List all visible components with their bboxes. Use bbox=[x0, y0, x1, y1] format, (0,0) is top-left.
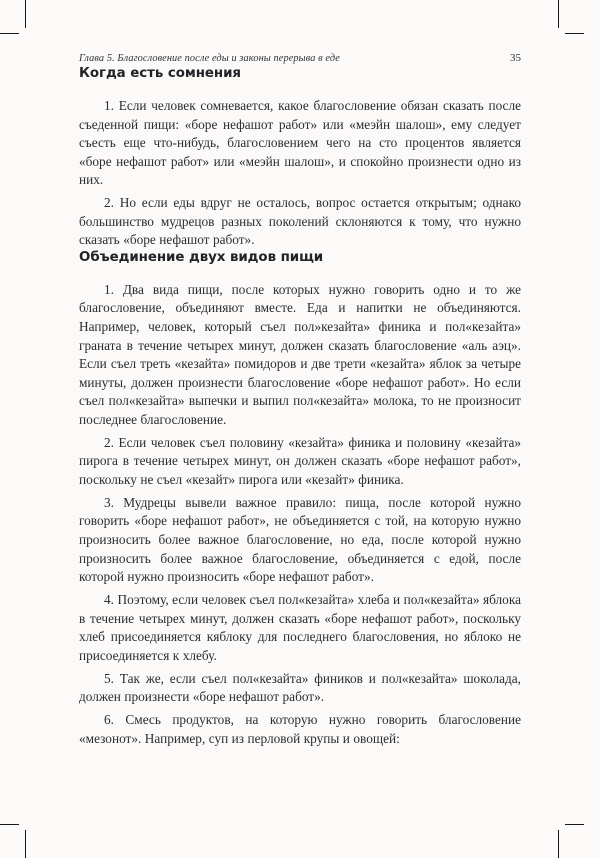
paragraph: 4. Поэтому, если человек съел пол«кезайта» хлеба и пол«кезайта» яблока в течение четырех минут, должен сказать «боре нефашот работ», поскольку хлеб присоединяется кяблоку для последнего благословения, но яблоко не присоединяется к хлебу. bbox=[79, 592, 521, 663]
running-header-title: Глава 5. Благословение после еды и законы перерыва в еде bbox=[79, 53, 340, 64]
paragraph: 6. Смесь продуктов, на которую нужно говорить благословение «мезонот». Например, суп из перловой крупы и овощей: bbox=[79, 712, 521, 746]
paragraph: 2. Но если еды вдруг не осталось, вопрос остается открытым; однако большинство мудрецов разных поколений склоняются к тому, что нужно сказать «боре нефашот работ». bbox=[79, 195, 521, 248]
crop-mark-bottom-left-vertical bbox=[25, 830, 26, 858]
text-block bbox=[79, 52, 521, 749]
running-header bbox=[79, 52, 521, 66]
crop-mark-top-right-vertical bbox=[558, 0, 559, 28]
crop-mark-top-right-horizontal bbox=[565, 33, 584, 34]
paragraph: 5. Так же, если съел пол«кезайта» фиников и пол«кезайта» шоколада, должен произнести «боре нефашот работ». bbox=[79, 670, 521, 705]
paragraph: 1. Два вида пищи, после которых нужно говорить одно и то же благословение, объединяют вместе. Еда и напитки не объединяются. Например, человек, который съел пол»кезайта» финика и пол«кезайта» граната в течение четырех минут, должен сказать благословение «аль аэц». Если съел треть «кезайта» помидоров и две трети «кезайта» яблок за четыре минуты, должен произнести благословение «боре нефашот работ». Но если съел пол«кезайта» выпечки и выпил пол«кезайта» молока, то не произносит последнее благословение. bbox=[79, 281, 521, 427]
paragraph: 2. Если человек съел половину «кезайта» финика и половину «кезайта» пирога в течение четырех минут, он должен сказать «боре нефашот работ», поскольку не съел «кезайт» пирога или «кезайт» финика. bbox=[79, 434, 521, 487]
crop-mark-bottom-right-vertical bbox=[558, 830, 559, 858]
crop-mark-bottom-right-horizontal bbox=[565, 824, 584, 825]
crop-mark-bottom-left-horizontal bbox=[0, 824, 19, 825]
crop-mark-top-left-horizontal bbox=[0, 33, 19, 34]
page-number: 35 bbox=[510, 52, 521, 64]
section-heading-1: Когда есть сомнения bbox=[79, 66, 241, 81]
paragraph: 3. Мудрецы вывели важное правило: пища, после которой нужно говорить «боре нефашот работ», не объединяется с той, на которую нужно произносить более важное благословение, но еда, после которой нужно произносить более важное благословение, объединяется с едой, после которой нужно произносить «боре нефашот работ». bbox=[79, 494, 521, 585]
paragraph: 1. Если человек сомневается, какое благословение обязан сказать после съеденной пищи: «боре нефашот работ» или «меэйн шалош», ему следует съесть еще что-нибудь, благословением чего на сто процентов является «боре нефашот работ» или «меэйн шалош», и спокойно произнести одно из них. bbox=[79, 98, 521, 188]
crop-mark-top-left-vertical bbox=[25, 0, 26, 28]
section-heading-2: Объединение двух видов пищи bbox=[79, 249, 324, 265]
